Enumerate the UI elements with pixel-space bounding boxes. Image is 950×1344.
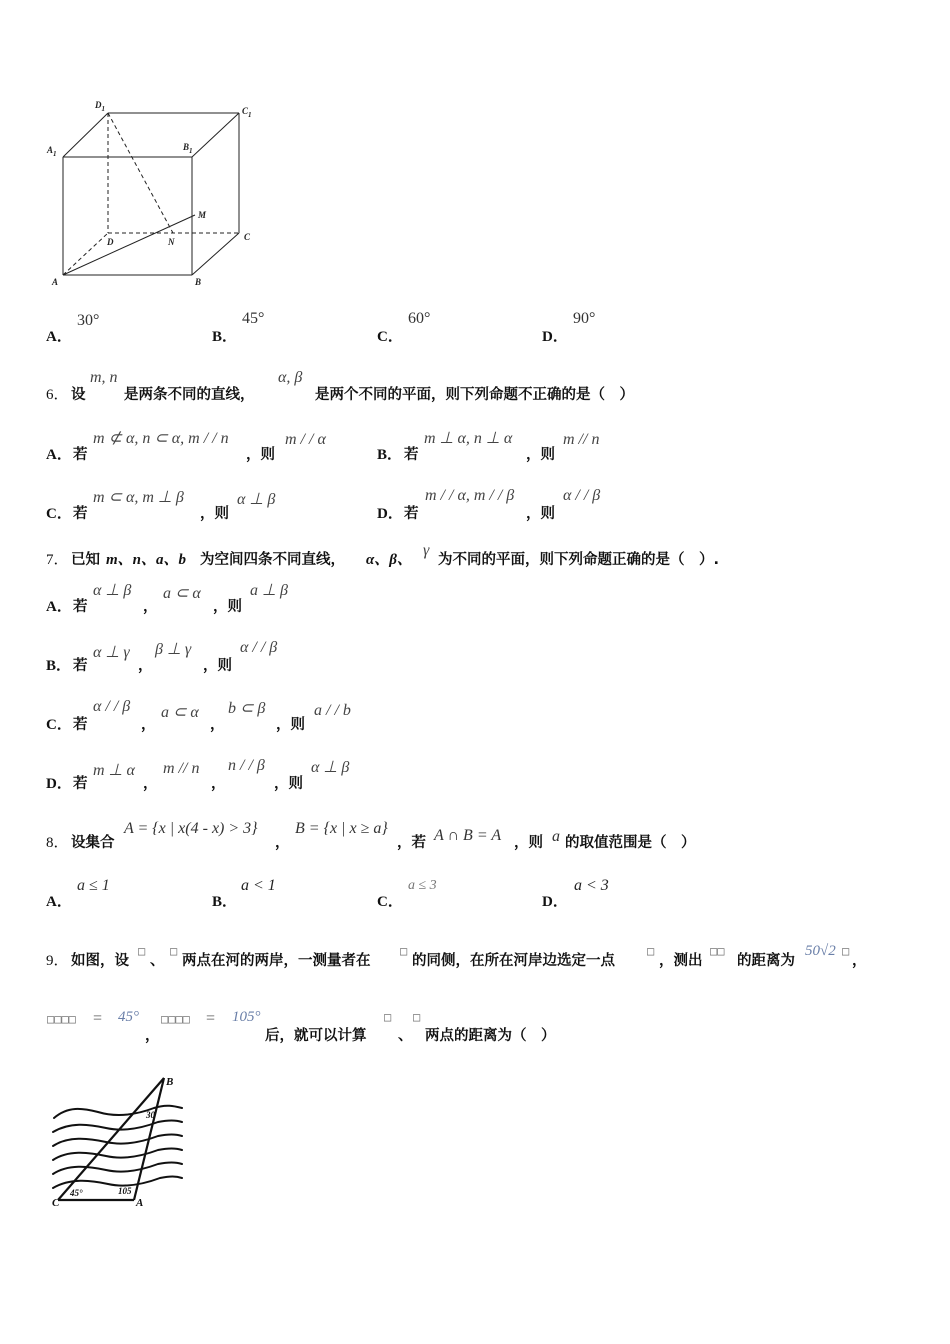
q6-option-b-ruo: 若 bbox=[404, 447, 419, 463]
vertex-a: A bbox=[52, 277, 59, 287]
q7-option-c-sep-2: ， bbox=[210, 717, 225, 733]
q9-placeholder-1: □ bbox=[138, 944, 146, 958]
q8-number: 8． bbox=[46, 835, 69, 851]
q9-angle-2-eq: = bbox=[206, 1010, 216, 1027]
q5-option-b-label: B． bbox=[212, 329, 238, 345]
q8-option-b-value: a < 1 bbox=[241, 877, 276, 894]
q7-stem-2: 为空间四条不同直线， bbox=[200, 552, 345, 568]
q7-option-b-cond-2: β ⊥ γ bbox=[155, 641, 192, 658]
vertex-c1: $C_1$ bbox=[242, 106, 252, 119]
q7-option-d-sep-2: ， bbox=[211, 776, 226, 792]
vertex-d: D bbox=[107, 237, 114, 247]
q8-option-d-label: D． bbox=[542, 894, 568, 910]
q7-option-d-cond-3: n / / β bbox=[228, 757, 265, 774]
q7-option-c-cond-3: b ⊂ β bbox=[228, 700, 266, 717]
q7-option-d-ze: ，则 bbox=[274, 776, 303, 792]
q6-option-d-label: D． bbox=[377, 506, 403, 522]
q8-comma: ， bbox=[275, 835, 290, 851]
q7-option-c-ze: ，则 bbox=[276, 717, 305, 733]
point-c-label: C bbox=[52, 1197, 60, 1209]
q8-condition: A ∩ B = A bbox=[434, 827, 502, 844]
q7-option-d-cond-2: m // n bbox=[163, 760, 200, 777]
vertex-c: C bbox=[244, 232, 251, 242]
q6-option-c-ze: ，则 bbox=[200, 506, 229, 522]
q6-option-c-result: α ⊥ β bbox=[237, 491, 276, 508]
point-b-label: B bbox=[166, 1076, 174, 1088]
q9-placeholder-7: □ bbox=[384, 1010, 392, 1024]
q9-text-3: 两点在河的两岸，一测量者在 bbox=[182, 953, 371, 969]
q7-option-d-sep: ， bbox=[143, 776, 158, 792]
q7-option-d-result: α ⊥ β bbox=[311, 759, 350, 776]
q7-option-b-ze: ，则 bbox=[203, 658, 232, 674]
q7-option-a-ze: ，则 bbox=[213, 599, 242, 615]
q6-option-d-cond: m / / α, m / / β bbox=[425, 487, 515, 504]
segment-a-m bbox=[63, 215, 195, 275]
q8-option-b-label: B． bbox=[212, 894, 238, 910]
q6-option-d-result: α / / β bbox=[563, 487, 601, 504]
q7-option-d-ruo: 若 bbox=[73, 776, 88, 792]
segment-d1-n bbox=[108, 113, 173, 233]
q7-gamma: γ bbox=[423, 542, 430, 559]
q8-set-b: B = {x | x ≥ a} bbox=[295, 820, 388, 837]
q6-number: 6． bbox=[46, 387, 69, 403]
q6-option-c-label: C． bbox=[46, 506, 72, 522]
q6-stem-3: 是两个不同的平面，则下列命题不正确的是（ ） bbox=[315, 387, 634, 403]
q9-number: 9． bbox=[46, 953, 69, 969]
q7-option-d-cond-1: m ⊥ α bbox=[93, 762, 135, 779]
q9-text-8: 后，就可以计算 bbox=[265, 1028, 367, 1044]
q8-stem-2: ，若 bbox=[397, 835, 426, 851]
q6-option-b-label: B． bbox=[377, 447, 403, 463]
q8-stem-4: 的取值范围是（ ） bbox=[565, 835, 696, 851]
q7-vars-planes: α、β、 bbox=[366, 552, 412, 568]
q9-placeholder-8: □ bbox=[413, 1010, 421, 1024]
q9-text-1: 如图，设 bbox=[71, 953, 129, 969]
q8-option-a-value: a ≤ 1 bbox=[77, 877, 110, 894]
q6-option-c-ruo: 若 bbox=[73, 506, 88, 522]
vertex-b: B bbox=[195, 277, 202, 287]
q9-text-4: 的同侧，在所在河岸边选定一点 bbox=[412, 953, 615, 969]
q5-option-c-label: C． bbox=[377, 329, 403, 345]
river-figure bbox=[48, 1072, 188, 1212]
angle-c-label: 45° bbox=[70, 1188, 83, 1198]
q8-option-c-value: a ≤ 3 bbox=[408, 878, 437, 893]
q6-option-b-result: m // n bbox=[563, 431, 600, 448]
q7-option-b-label: B． bbox=[46, 658, 72, 674]
q6-vars-lines: m, n bbox=[90, 369, 118, 386]
q6-option-b-ze: ，则 bbox=[526, 447, 555, 463]
angle-a-label: 105 bbox=[118, 1186, 132, 1196]
q9-angle-2-label: □□□□ bbox=[161, 1012, 190, 1026]
q6-option-a-label: A． bbox=[46, 447, 72, 463]
q6-option-d-ze: ，则 bbox=[526, 506, 555, 522]
q7-option-a-sep: ， bbox=[143, 599, 158, 615]
q7-option-a-result: a ⊥ β bbox=[250, 582, 288, 599]
q5-option-b-value: 45° bbox=[242, 310, 265, 327]
q9-text-9: 、 bbox=[398, 1028, 413, 1044]
q8-option-c-label: C． bbox=[377, 894, 403, 910]
q5-option-c-value: 60° bbox=[408, 310, 431, 327]
q6-stem-1: 设 bbox=[71, 387, 86, 403]
q9-angle-1-eq: = bbox=[93, 1010, 103, 1027]
q6-option-c-cond: m ⊂ α, m ⊥ β bbox=[93, 489, 184, 506]
q6-option-d-ruo: 若 bbox=[404, 506, 419, 522]
q6-option-a-result: m / / α bbox=[285, 431, 326, 448]
q9-angle-1-label: □□□□ bbox=[47, 1012, 76, 1026]
q8-var-a: a bbox=[552, 828, 560, 845]
q8-set-a: A = {x | x(4 - x) > 3} bbox=[124, 820, 258, 837]
q9-placeholder-4: □ bbox=[647, 944, 655, 958]
q9-text-6: 的距离为 bbox=[737, 953, 795, 969]
edge-a-d bbox=[63, 233, 108, 275]
q9-angle-1-value: 45° bbox=[118, 1009, 139, 1025]
q7-option-b-sep: ， bbox=[138, 658, 153, 674]
q8-stem-3: ，则 bbox=[514, 835, 543, 851]
edge-b-c bbox=[192, 233, 239, 275]
angle-b-label: 30 bbox=[146, 1110, 155, 1120]
q7-option-b-ruo: 若 bbox=[73, 658, 88, 674]
q9-placeholder-2: □ bbox=[170, 944, 178, 958]
q5-option-d-value: 90° bbox=[573, 310, 596, 327]
q7-option-b-result: α / / β bbox=[240, 639, 278, 656]
edge-b1-c1 bbox=[192, 113, 239, 157]
edge-a1-d1 bbox=[63, 113, 108, 157]
q9-text-7: ， bbox=[852, 953, 867, 969]
q6-option-b-cond: m ⊥ α, n ⊥ α bbox=[424, 430, 513, 447]
q6-option-a-ze: ，则 bbox=[246, 447, 275, 463]
q5-option-d-label: D． bbox=[542, 329, 568, 345]
q9-placeholder-5: □□ bbox=[710, 944, 725, 958]
river-wave-3 bbox=[53, 1135, 182, 1147]
vertex-b1: $B_1$ bbox=[183, 142, 193, 155]
q7-option-c-label: C． bbox=[46, 717, 72, 733]
vertex-m: M bbox=[198, 210, 207, 220]
q5-option-a-label: A． bbox=[46, 329, 72, 345]
q6-stem-2: 是两条不同的直线， bbox=[124, 387, 255, 403]
vertex-n: N bbox=[168, 237, 175, 247]
q9-sep: ， bbox=[145, 1028, 160, 1044]
vertex-d1: $D_1$ bbox=[95, 100, 105, 113]
cube-figure bbox=[40, 95, 270, 295]
q9-text-2: 、 bbox=[150, 953, 165, 969]
river-wave-4 bbox=[53, 1149, 182, 1161]
q7-option-c-result: a / / b bbox=[314, 702, 351, 719]
q7-option-c-ruo: 若 bbox=[73, 717, 88, 733]
q7-stem-1: 已知 bbox=[71, 552, 100, 568]
q8-stem-1: 设集合 bbox=[71, 835, 115, 851]
q5-option-a-value: 30° bbox=[77, 312, 100, 329]
q7-option-c-sep: ， bbox=[141, 717, 156, 733]
q6-option-a-ruo: 若 bbox=[73, 447, 88, 463]
q7-option-b-cond-1: α ⊥ γ bbox=[93, 644, 130, 661]
q9-angle-2-value: 105° bbox=[232, 1009, 261, 1025]
q7-option-c-cond-2: a ⊂ α bbox=[161, 704, 199, 721]
river-wave-1 bbox=[54, 1106, 182, 1118]
q9-placeholder-6: □ bbox=[842, 944, 850, 958]
q7-vars-lines: m、n、a、b bbox=[106, 552, 187, 568]
q9-text-10: 两点的距离为（ ） bbox=[425, 1028, 556, 1044]
q9-placeholder-3: □ bbox=[400, 944, 408, 958]
q6-option-a-cond: m ⊄ α, n ⊂ α, m / / n bbox=[93, 430, 229, 447]
q7-option-d-label: D． bbox=[46, 776, 72, 792]
q9-text-5: ，测出 bbox=[659, 953, 703, 969]
q7-option-a-cond-2: a ⊂ α bbox=[163, 585, 201, 602]
vertex-a1: $A_1$ bbox=[47, 145, 57, 158]
river-wave-5 bbox=[53, 1163, 182, 1175]
q9-distance: 50√2 bbox=[805, 943, 836, 959]
q8-option-a-label: A． bbox=[46, 894, 72, 910]
point-a-label: A bbox=[136, 1197, 144, 1209]
q6-vars-planes: α, β bbox=[278, 369, 303, 386]
q7-option-a-cond-1: α ⊥ β bbox=[93, 582, 132, 599]
q7-option-a-ruo: 若 bbox=[73, 599, 88, 615]
q7-option-c-cond-1: α / / β bbox=[93, 698, 131, 715]
q7-number: 7． bbox=[46, 552, 69, 568]
q8-option-d-value: a < 3 bbox=[574, 877, 609, 894]
q7-stem-3: 为不同的平面，则下列命题正确的是（ ）. bbox=[438, 552, 720, 568]
q7-option-a-label: A． bbox=[46, 599, 72, 615]
